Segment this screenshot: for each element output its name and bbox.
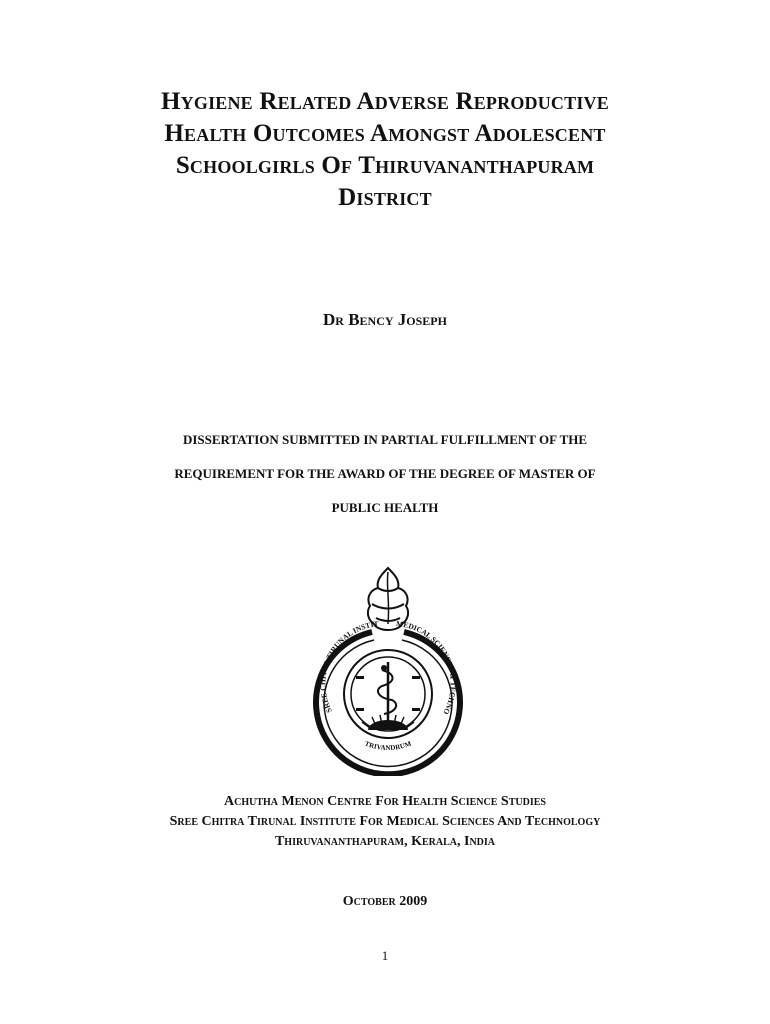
submission-line: REQUIREMENT FOR THE AWARD OF THE DEGREE OF MASTER OF <box>174 466 596 481</box>
page-number: 1 <box>381 948 389 963</box>
svg-text:TRIVANDRUM <box>364 739 413 752</box>
svg-text:SREE CHITRA TIRUNAL INSTITUTE <box>312 566 379 714</box>
institute-name: Sree Chitra Tirunal Institute For Medical Sciences And Technology <box>169 814 601 829</box>
seal-text-right: MEDICAL SCIENCES & TECHNO <box>395 618 458 716</box>
submission-statement <box>60 423 710 525</box>
centre-name: Achutha Menon Centre For Health Science Studies <box>224 794 546 809</box>
institution-block <box>20 792 750 852</box>
title-line: Schoolgirls Of Thiruvananthapuram <box>175 152 595 179</box>
seal-text-left: SREE CHITRA TIRUNAL INSTIT <box>318 619 380 715</box>
submission-line: DISSERTATION SUBMITTED IN PARTIAL FULFILLMENT OF THE <box>182 432 588 447</box>
author-name: Dr Bency Joseph <box>323 310 447 329</box>
seal-text-bottom: TRIVANDRUM <box>363 739 413 753</box>
dissertation-title <box>60 86 710 214</box>
title-line: Health Outcomes Amongst Adolescent <box>164 120 606 147</box>
title-line: Hygiene Related Adverse Reproductive <box>161 88 609 115</box>
submission-line: PUBLIC HEALTH <box>331 500 439 515</box>
institute-seal-icon <box>312 566 464 776</box>
title-line: District <box>338 184 432 211</box>
submission-date: October 2009 <box>342 894 428 909</box>
institution-location: Thiruvananthapuram, Kerala, India <box>274 834 496 849</box>
